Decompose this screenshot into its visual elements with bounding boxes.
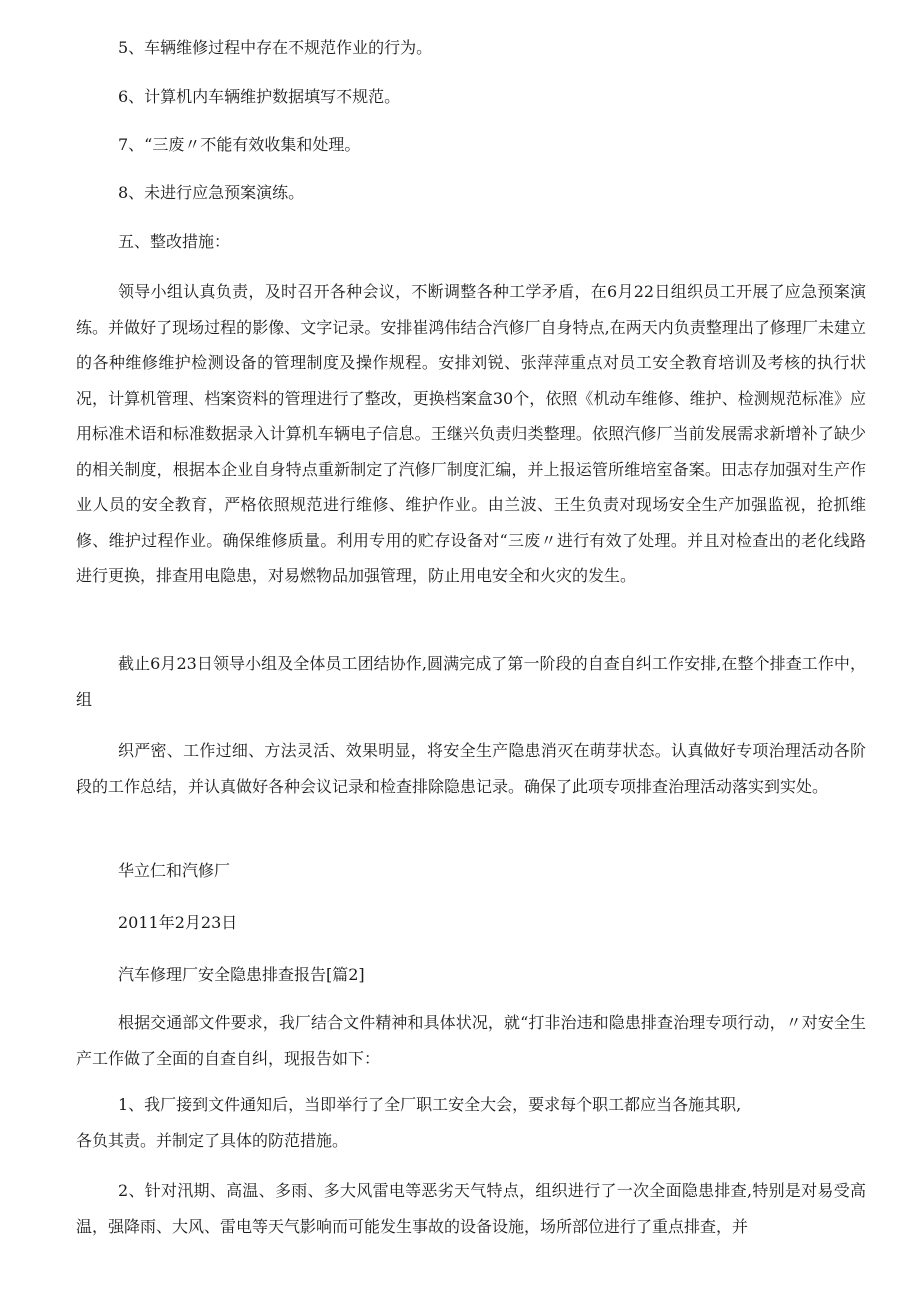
report2-title: 汽车修理厂安全隐患排查报告[篇2]	[118, 965, 365, 984]
list-item-6: 6、计算机内车辆维护数据填写不规范。	[118, 87, 401, 106]
list-item-5: 5、车辆维修过程中存在不规范作业的行为。	[118, 38, 433, 57]
section-heading-measures: 五、整改措施：	[118, 232, 231, 251]
summary-paragraph-part1: 截止6月23日领导小组及全体员工团结协作,圆满完成了第一阶段的自查自纠工作安排,在整个排查工作中，组	[76, 654, 866, 709]
measures-paragraph: 领导小组认真负责，及时召开各种会议，不断调整各种工学矛盾，在6月22日组织员工开展了应急预案演练。并做好了现场过程的影像、文字记录。安排崔鸿伟结合汽修厂自身特点,在两天内负责整理出了修理厂未建立的各种维修维护检测设备的管理制度及操作规程。安排刘锐、张萍萍重点对员工安全教育培训及考核的执行状况，计算机管理、档案资料的管理进行了整改，更换档案盒30个，依照《机动车维修、维护、检测规范标准》应用标准术语和标准数据录入计算机车辆电子信息。王继兴负责归类整理。依照汽修厂当前发展需求新增补了缺少的相关制度，根据本企业自身特点重新制定了汽修厂制度汇编，并上报运管所维培室备案。田志存加强对生产作业人员的安全教育，严格依照规范进行维修、维护作业。由兰波、王生负责对现场安全生产加强监视，抢抓维修、维护过程作业。确保维修质量。利用专用的贮存设备对“三废〃进行有效了处理。并且对检查出的老化线路进行更换，排查用电隐患，对易燃物品加强管理，防止用电安全和火灾的发生。	[76, 282, 866, 585]
summary-paragraph-part2: 织严密、工作过细、方法灵活、效果明显，将安全生产隐患消灭在萌芽状态。认真做好专项治理活动各阶段的工作总结，并认真做好各种会议记录和检查排除隐患记录。确保了此项专项排查治理活动落实到实处。	[76, 741, 866, 796]
signature-company: 华立仁和汽修厂	[118, 861, 231, 880]
report2-point2-paragraph: 2、针对汛期、高温、多雨、多大风雷电等恶劣天气特点，组织进行了一次全面隐患排查,特别是对易受高温，强降雨、大风、雷电等天气影响而可能发生事故的设备设施，场所部位进行了重点排查，并	[76, 1181, 866, 1236]
report2-point1-line2: 各负其责。并制定了具体的防范措施。	[76, 1131, 349, 1150]
list-item-8: 8、未进行应急预案演练。	[118, 183, 305, 202]
report2-point1-line1: 1、我厂接到文件通知后，当即举行了全厂职工安全大会，要求每个职工都应当各施其职,	[118, 1095, 742, 1114]
signature-date: 2011年2月23日	[118, 913, 238, 932]
report2-intro-paragraph: 根据交通部文件要求，我厂结合文件精神和具体状况，就“打非治违和隐患排查治理专项行动，〃对安全生产工作做了全面的自查自纠，现报告如下：	[76, 1013, 866, 1068]
list-item-7: 7、“三废〃不能有效收集和处理。	[118, 135, 361, 154]
